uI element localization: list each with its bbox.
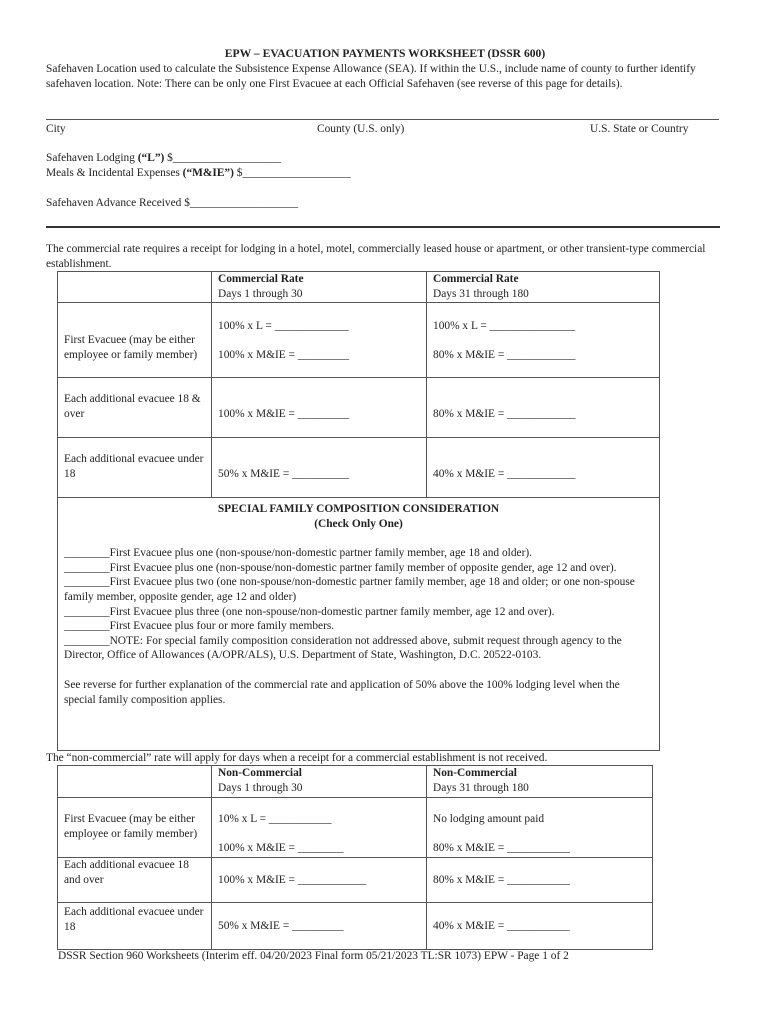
- mie-rate[interactable]: 50% x M&IE = _________: [212, 903, 427, 950]
- lodging-rate[interactable]: 100% x L = _______________: [433, 320, 576, 332]
- header-empty-cell: [58, 272, 212, 303]
- table-row: [58, 303, 660, 378]
- mie-rate[interactable]: 80% x M&IE = ___________: [427, 858, 653, 903]
- page-title: EPW – EVACUATION PAYMENTS WORKSHEET (DSSR 600): [224, 47, 546, 60]
- advance-field[interactable]: Safehaven Advance Received $___________________: [46, 197, 299, 209]
- special-composition-row: [58, 498, 660, 751]
- noncommercial-rate-table: [57, 765, 653, 950]
- column-subtitle: Days 1 through 30: [218, 287, 303, 300]
- mie-rate[interactable]: 80% x M&IE = ____________: [433, 348, 576, 361]
- lodging-rate[interactable]: 10% x L = ___________: [218, 813, 332, 825]
- column-title: Non-Commercial: [218, 767, 302, 779]
- lodging-field[interactable]: [46, 151, 281, 166]
- section-divider: [46, 226, 720, 228]
- mie-rate[interactable]: 40% x M&IE = ____________: [427, 438, 660, 498]
- table-row: [58, 858, 653, 903]
- noncommercial-note: The “non-commercial” rate will apply for days when a receipt for a commercial establishment is not received.: [46, 752, 548, 764]
- row-label: Each additional evacuee 18 & over: [58, 378, 212, 438]
- mie-rate[interactable]: 50% x M&IE = __________: [212, 438, 427, 498]
- page-footer: DSSR Section 960 Worksheets (Interim eff. 04/20/2023 Final form 05/21/2023 TL:SR 1073) EPW - Page 1 of 2: [58, 950, 569, 962]
- special-option[interactable]: ________NOTE: For special family composition consideration not addressed above, submit request through agency to the Director, Office of Allowances (A/OPR/ALS), U.S. Department of State, Washington, D.C. 20522-0103.: [64, 634, 622, 662]
- column-subtitle: Days 1 through 30: [218, 781, 303, 794]
- row-label: First Evacuee (may be either employee or family member): [58, 303, 212, 378]
- state-label: U.S. State or Country: [590, 123, 689, 135]
- mie-code: (“M&IE”): [182, 167, 234, 179]
- lodging-rate[interactable]: No lodging amount paid: [433, 813, 545, 825]
- table-row: [58, 798, 653, 858]
- rate-cell[interactable]: [427, 303, 660, 378]
- row-label: Each additional evacuee 18 and over: [58, 858, 212, 903]
- rate-cell[interactable]: [212, 303, 427, 378]
- rate-cell[interactable]: [427, 798, 653, 858]
- table-header-row: [58, 272, 660, 303]
- lodging-code: (“L”): [137, 152, 165, 164]
- lodging-label: Safehaven Lodging: [46, 152, 138, 164]
- mie-rate[interactable]: 100% x M&IE = ____________: [212, 858, 427, 903]
- lodging-blank[interactable]: $___________________: [164, 152, 282, 164]
- row-label: Each additional evacuee under 18: [58, 438, 212, 498]
- header-cell: [427, 272, 660, 303]
- column-title: Commercial Rate: [433, 273, 519, 285]
- rate-cell[interactable]: [212, 798, 427, 858]
- header-empty-cell: [58, 766, 212, 798]
- mie-rate[interactable]: 100% x M&IE = ________: [218, 841, 344, 854]
- special-option[interactable]: ________First Evacuee plus two (one non-spouse/non-domestic partner family member, age 18 and older; or one non-spouse family member, opposite gender, age 12 and older): [64, 576, 635, 603]
- header-cell: [212, 272, 427, 303]
- special-composition-cell: [58, 498, 660, 751]
- mie-rate[interactable]: 40% x M&IE = ___________: [427, 903, 653, 950]
- special-option[interactable]: ________First Evacuee plus four or more family members.: [64, 620, 335, 633]
- special-subtitle: (Check Only One): [314, 517, 403, 530]
- lodging-rate[interactable]: 100% x L = _____________: [218, 320, 349, 332]
- column-title: Commercial Rate: [218, 273, 304, 285]
- table-row: [58, 378, 660, 438]
- county-label: County (U.S. only): [317, 123, 405, 135]
- header-cell: [427, 766, 653, 798]
- commercial-rate-table: [57, 271, 660, 751]
- row-label: Each additional evacuee under 18: [58, 903, 212, 950]
- mie-rate[interactable]: 80% x M&IE = ___________: [433, 841, 570, 854]
- column-subtitle: Days 31 through 180: [433, 287, 529, 300]
- special-title: SPECIAL FAMILY COMPOSITION CONSIDERATION: [217, 503, 500, 515]
- location-underline[interactable]: [46, 119, 719, 120]
- column-title: Non-Commercial: [433, 767, 517, 779]
- column-subtitle: Days 31 through 180: [433, 781, 529, 794]
- table-row: [58, 903, 653, 950]
- mie-label: Meals & Incidental Expenses: [46, 167, 183, 179]
- city-label: City: [46, 123, 66, 135]
- mie-rate[interactable]: 80% x M&IE = ____________: [427, 378, 660, 438]
- mie-rate[interactable]: 100% x M&IE = _________: [212, 378, 427, 438]
- special-option[interactable]: ________First Evacuee plus one (non-spouse/non-domestic partner family member, age 18 and older).: [64, 547, 533, 560]
- commercial-note: The commercial rate requires a receipt for lodging in a hotel, motel, commercially leased house or apartment, or other transient-type commercial establishment.: [46, 243, 706, 270]
- special-option[interactable]: ________First Evacuee plus three (one non-spouse/non-domestic partner family member, age 12 and over).: [64, 605, 555, 618]
- intro-text: Safehaven Location used to calculate the Subsistence Expense Allowance (SEA). If within the U.S., include name of county to further identify safehaven location. Note: There can be only one First Evacuee at each Official Safehaven (see reverse of this page for details).: [46, 63, 696, 90]
- special-option[interactable]: ________First Evacuee plus one (non-spouse/non-domestic partner family member of opposite gender, age 12 and over).: [64, 561, 617, 574]
- mie-blank[interactable]: $___________________: [233, 167, 351, 179]
- mie-field[interactable]: [46, 166, 351, 181]
- table-header-row: [58, 766, 653, 798]
- table-row: [58, 438, 660, 498]
- header-cell: [212, 766, 427, 798]
- row-label: First Evacuee (may be either employee or family member): [58, 798, 212, 858]
- special-footer: See reverse for further explanation of the commercial rate and application of 50% above the 100% lodging level when the special family composition applies.: [64, 678, 620, 706]
- mie-rate[interactable]: 100% x M&IE = _________: [218, 348, 350, 361]
